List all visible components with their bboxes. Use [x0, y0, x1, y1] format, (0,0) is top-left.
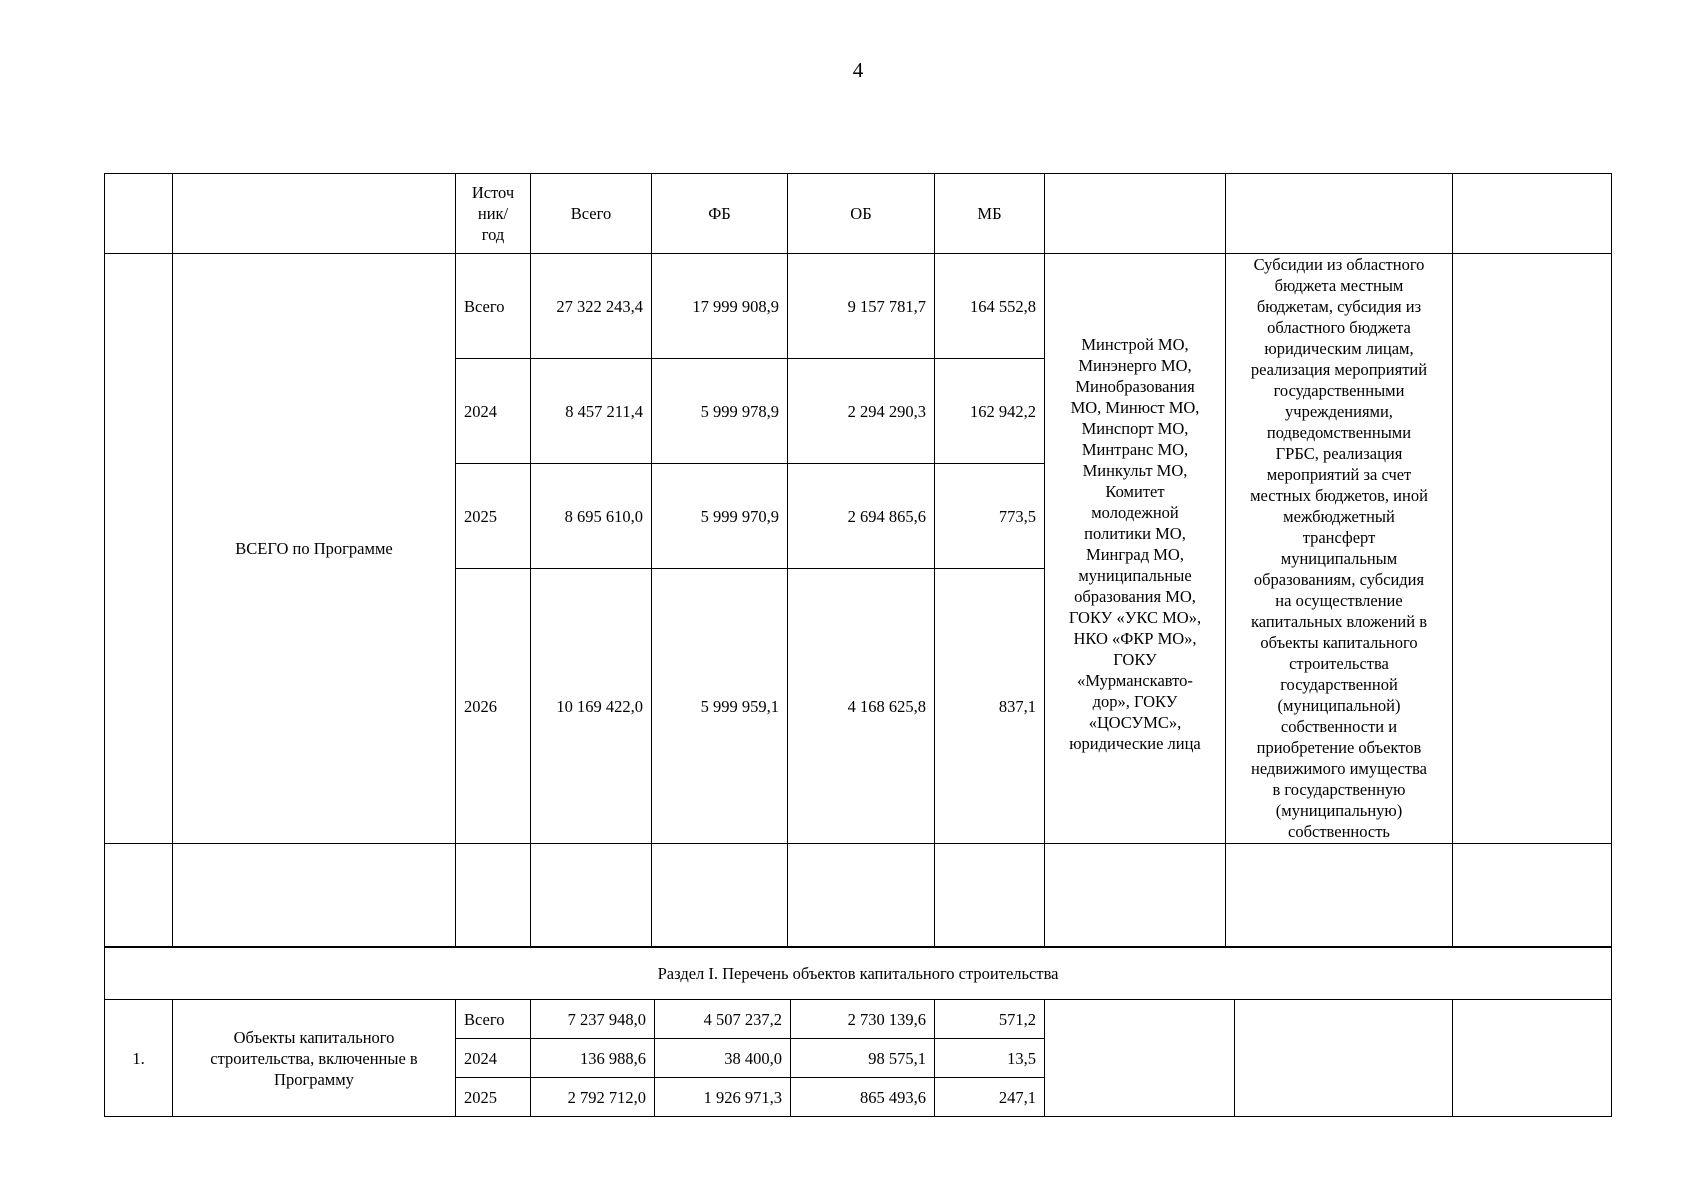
header-fb: ФБ [652, 174, 788, 254]
item1-fb-value: 38 400,0 [655, 1039, 791, 1078]
program-ob-value: 2 294 290,3 [788, 359, 935, 464]
budget-table [104, 173, 1612, 948]
program-year: Всего [456, 254, 531, 359]
item1-total-value: 136 988,6 [531, 1039, 655, 1078]
program-row-total [105, 254, 1612, 359]
program-fb-value: 5 999 970,9 [652, 464, 788, 569]
program-mb-value: 164 552,8 [935, 254, 1045, 359]
header-mb: МБ [935, 174, 1045, 254]
item1-extra [1453, 1000, 1612, 1117]
header-executor [1045, 174, 1226, 254]
program-ob-value: 2 694 865,6 [788, 464, 935, 569]
program-fb-value: 5 999 978,9 [652, 359, 788, 464]
item1-total-value: 2 792 712,0 [531, 1078, 655, 1117]
header-num [105, 174, 173, 254]
program-total-value: 27 322 243,4 [531, 254, 652, 359]
program-extra [1453, 254, 1612, 844]
program-fb-value: 17 999 908,9 [652, 254, 788, 359]
item1-mb-value: 571,2 [935, 1000, 1045, 1039]
page-number: 4 [852, 58, 864, 82]
item1-ob-value: 98 575,1 [791, 1039, 935, 1078]
header-direction [1226, 174, 1453, 254]
program-direction: Субсидии из областного бюджета местным бюджетам, субсидия из областного бюджета юридическим лицам, реализация мероприятий государственными учреждениями, подведомственными ГРБС, реализация мероприятий за счет местных бюджетов, иной межбюджетный трансферт муниципальным образованиям, субсидия на осуществление капитальных вложений в объекты капитального строительства государственной (муниципальной) собственности и приобретение объектов недвижимого имущества в государственную (муниципальную) собственность [1226, 254, 1453, 844]
program-year: 2024 [456, 359, 531, 464]
program-fb-value: 5 999 959,1 [652, 569, 788, 844]
item1-row-total [105, 1000, 1612, 1039]
program-year: 2026 [456, 569, 531, 844]
item1-mb-value: 247,1 [935, 1078, 1045, 1117]
program-mb-value: 773,5 [935, 464, 1045, 569]
item1-fb-value: 4 507 237,2 [655, 1000, 791, 1039]
header-total: Всего [531, 174, 652, 254]
program-total-value: 8 695 610,0 [531, 464, 652, 569]
item1-ob-value: 2 730 139,6 [791, 1000, 935, 1039]
header-row [105, 174, 1612, 254]
section-row [105, 947, 1612, 1000]
section-title: Раздел I. Перечень объектов капитального строительства [105, 947, 1612, 1000]
program-total-value: 10 169 422,0 [531, 569, 652, 844]
header-name [173, 174, 456, 254]
section-table [104, 946, 1612, 1117]
program-label: ВСЕГО по Программе [173, 254, 456, 844]
program-ob-value: 9 157 781,7 [788, 254, 935, 359]
program-executors: Минстрой МО, Минэнерго МО, Минобразования МО, Минюст МО, Минспорт МО, Минтранс МО, Минкульт МО, Комитет молодежной политики МО, Минград МО, муниципальные образования МО, ГОКУ «УКС МО», НКО «ФКР МО», ГОКУ «Мурманскавто- дор», ГОКУ «ЦОСУМС», юридические лица [1045, 254, 1226, 844]
item1-fb-value: 1 926 971,3 [655, 1078, 791, 1117]
empty-row [105, 844, 1612, 948]
item1-year: 2025 [456, 1078, 531, 1117]
header-source-year: Источ ник/ год [456, 174, 531, 254]
item1-year: Всего [456, 1000, 531, 1039]
header-extra [1453, 174, 1612, 254]
item1-mb-value: 13,5 [935, 1039, 1045, 1078]
program-mb-value: 162 942,2 [935, 359, 1045, 464]
program-ob-value: 4 168 625,8 [788, 569, 935, 844]
item1-direction [1235, 1000, 1453, 1117]
item1-year: 2024 [456, 1039, 531, 1078]
header-ob: ОБ [788, 174, 935, 254]
item1-num: 1. [105, 1000, 173, 1117]
item1-ob-value: 865 493,6 [791, 1078, 935, 1117]
item1-label: Объекты капитального строительства, включенные в Программу [173, 1000, 456, 1117]
program-year: 2025 [456, 464, 531, 569]
program-num [105, 254, 173, 844]
item1-total-value: 7 237 948,0 [531, 1000, 655, 1039]
program-total-value: 8 457 211,4 [531, 359, 652, 464]
item1-executor [1045, 1000, 1235, 1117]
program-mb-value: 837,1 [935, 569, 1045, 844]
